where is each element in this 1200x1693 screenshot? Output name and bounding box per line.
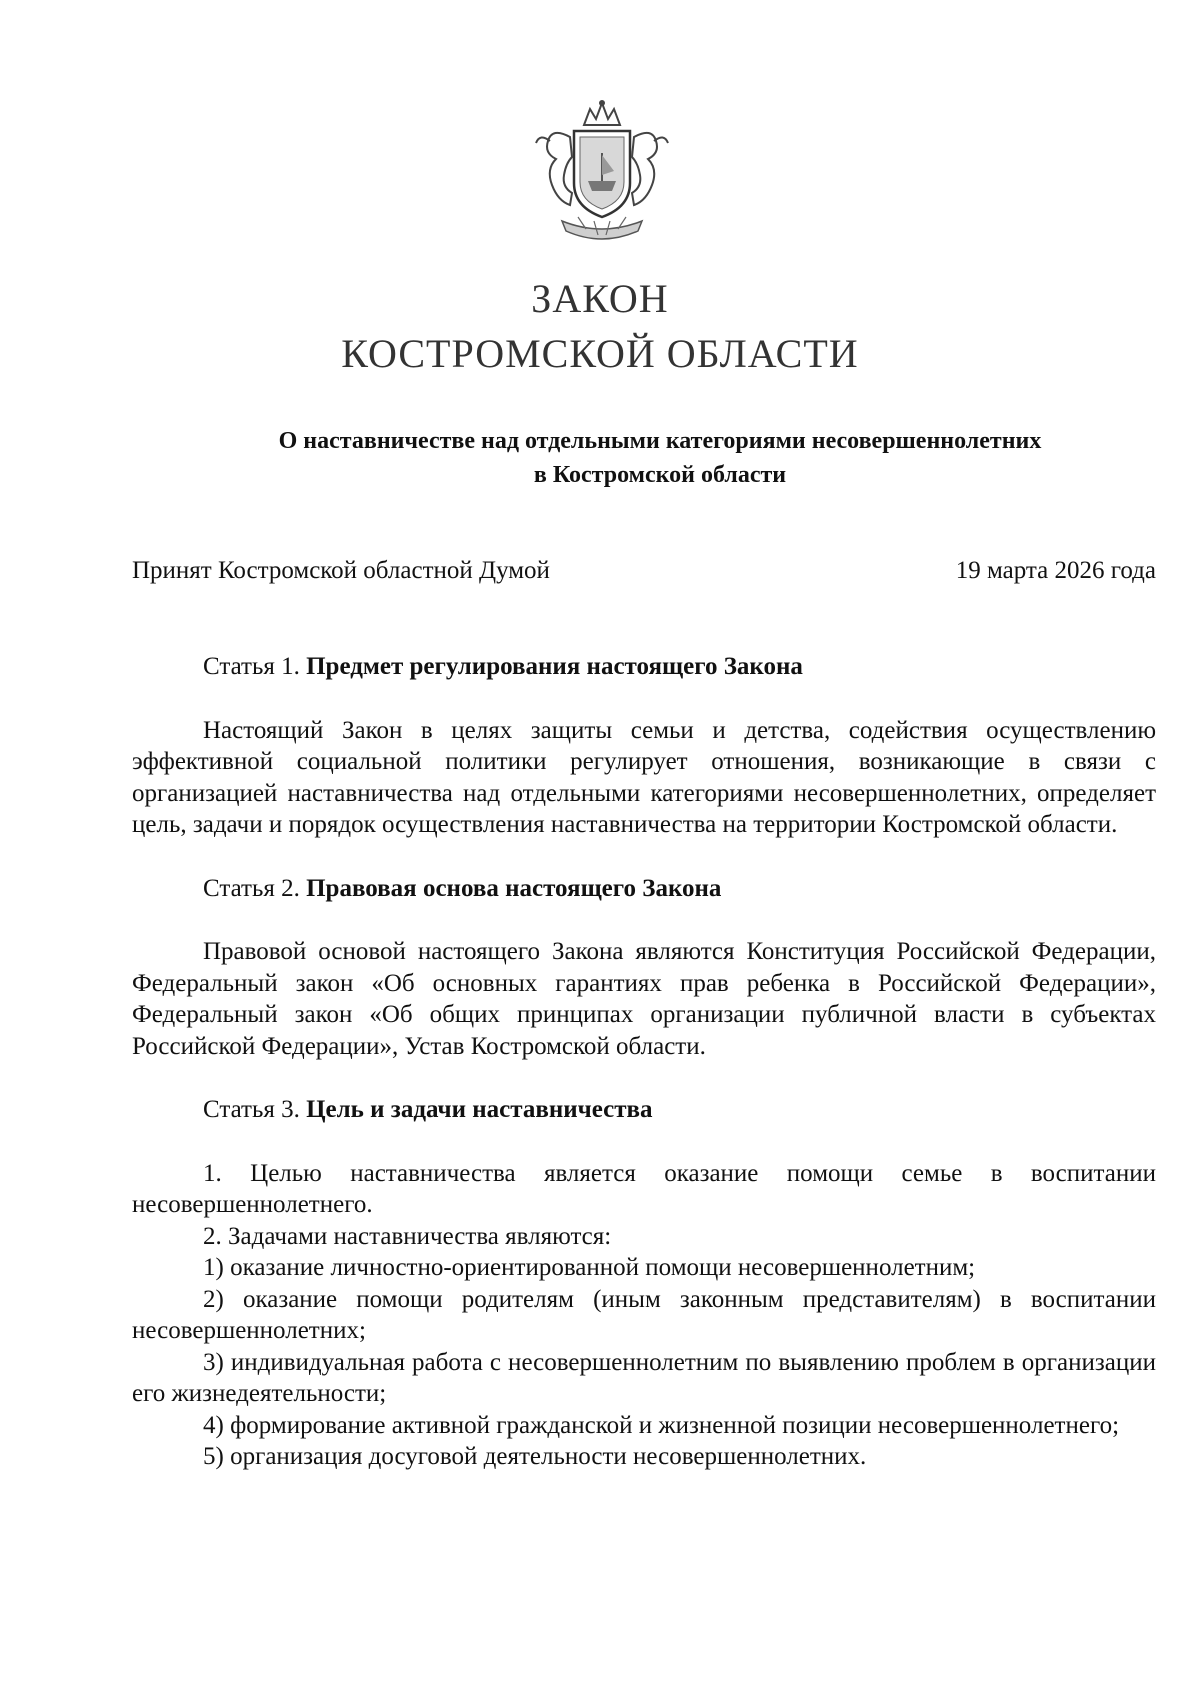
article-1-text: Настоящий Закон в целях защиты семьи и детства, содействия осуществлению эффективной социальной политики регулирует отношения, возникающие в связи с организацией наставничества над отдельными категориями несовершеннолетних, определяет цель, задачи и порядок осуществления наставничества на территории Костромской области. (132, 716, 1156, 838)
article-3-items (132, 1158, 1156, 1473)
article-3-title: Цель и задачи наставничества (306, 1096, 653, 1123)
law-title: ЗАКОН (531, 276, 669, 321)
article-3-item: 3) индивидуальная работа с несовершеннолетним по выявлению проблем в организации его жизнедеятельности; (132, 1348, 1156, 1407)
law-region-title: КОСТРОМСКОЙ ОБЛАСТИ (341, 331, 859, 376)
article-1-heading (132, 651, 1156, 683)
law-body (132, 651, 1156, 1473)
article-3-number: Статья 3. (203, 1096, 300, 1123)
article-1-number: Статья 1. (203, 653, 300, 680)
article-3-item: 2. Задачами наставничества являются: (203, 1222, 612, 1250)
kostroma-coat-of-arms-icon (522, 97, 682, 257)
law-subject-line-2: в Костромской области (533, 462, 787, 488)
article-2-text: Правовой основой настоящего Закона являются Конституция Российской Федерации, Федеральный закон «Об основных гарантиях прав ребенка в Российской Федерации», Федеральный закон «Об общих принципах организации публичной власти в субъектах Российской Федерации», Устав Костромской области. (132, 938, 1156, 1060)
adoption-line (132, 555, 1156, 587)
adoption-date: 19 марта 2026 года (955, 557, 1156, 584)
article-3-item: 1) оказание личностно-ориентированной помощи несовершеннолетним; (203, 1254, 976, 1281)
article-3-item: 4) формирование активной гражданской и жизненной позиции несовершеннолетнего; (203, 1411, 1120, 1439)
article-3-item: 5) организация досуговой деятельности несовершеннолетних. (203, 1443, 867, 1470)
article-1-title: Предмет регулирования настоящего Закона (306, 653, 803, 680)
article-3-item: 2) оказание помощи родителям (иным законным представителям) в воспитании несовершеннолетних; (132, 1285, 1156, 1344)
article-3-item: 1. Целью наставничества является оказание помощи семье в воспитании несовершеннолетнего. (132, 1159, 1156, 1218)
law-subject (180, 424, 1140, 492)
law-subject-line-1: О наставничестве над отдельными категориями несовершеннолетних (278, 428, 1042, 454)
adopted-by: Принят Костромской областной Думой (132, 557, 550, 584)
article-3-heading (132, 1094, 1156, 1126)
article-2-number: Статья 2. (203, 874, 300, 902)
article-2-title: Правовая основа настоящего Закона (306, 874, 722, 902)
article-2-heading (132, 873, 1156, 905)
